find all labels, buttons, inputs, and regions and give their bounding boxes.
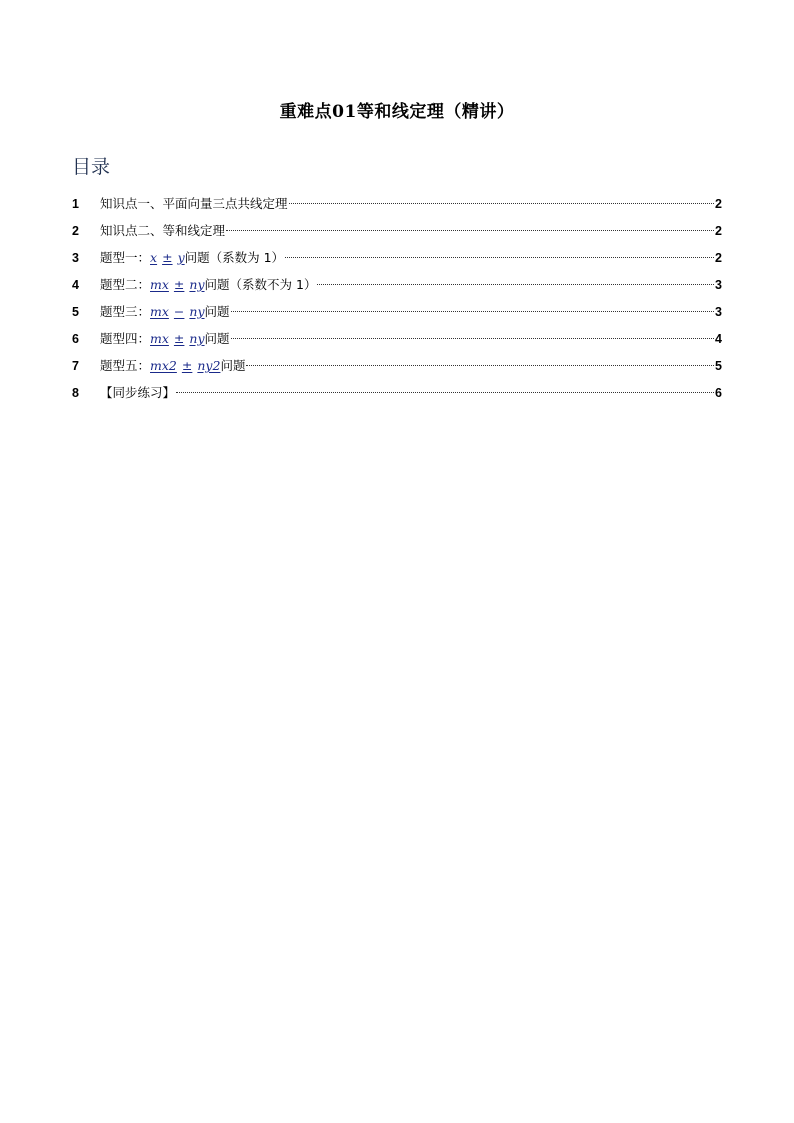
dot-leader (246, 365, 714, 366)
math-variable: mx (150, 304, 169, 319)
toc-entry-number: 7 (72, 359, 79, 373)
toc-entry-text: 问题 (220, 358, 246, 373)
dot-leader (231, 311, 715, 312)
toc-entry-page-number: 3 (715, 305, 722, 319)
toc-entry-title (100, 298, 230, 325)
math-variable: x (150, 250, 158, 265)
toc-entry-number: 1 (72, 197, 79, 211)
math-variable: y (177, 250, 185, 265)
toc-entry-text: 题型四： (100, 331, 151, 346)
toc-entry-title (100, 271, 316, 298)
math-variable: ny (189, 304, 205, 319)
toc-entry-page-number: 5 (715, 359, 722, 373)
toc-entry-text: 题型五： (100, 358, 151, 373)
toc-entry-page-number: 2 (715, 251, 722, 265)
math-operator: ± (173, 277, 185, 292)
toc-entry-number: 5 (72, 305, 79, 319)
toc-entry-text: 知识点二、等和线定理 (100, 223, 226, 238)
toc-entry-text: 【同步练习】 (100, 385, 176, 400)
dot-leader (231, 338, 715, 339)
toc-entry-title (100, 217, 225, 244)
toc-entry-title (100, 352, 245, 379)
dot-leader (176, 392, 714, 393)
toc-entry-page-number: 4 (715, 332, 722, 346)
toc-heading: 目录 (72, 156, 111, 178)
toc-entry[interactable] (72, 379, 722, 406)
toc-entry-text: 题型一： (100, 250, 151, 265)
dot-leader (226, 230, 714, 231)
toc-entry-number: 2 (72, 224, 79, 238)
toc-entry-number: 3 (72, 251, 79, 265)
toc-entry[interactable] (72, 244, 722, 271)
dot-leader (285, 257, 714, 258)
toc-entry-text: 题型三： (100, 304, 151, 319)
math-variable: mx (150, 277, 169, 292)
toc-entry-text: 知识点一、平面向量三点共线定理 (100, 196, 288, 211)
toc-entry[interactable] (72, 352, 722, 379)
dot-leader (317, 284, 714, 285)
toc-entry-text: 问题 (204, 331, 230, 346)
math-variable: ny2 (197, 358, 221, 373)
toc-entry-text: 问题（系数不为 1） (204, 277, 317, 292)
math-operator: − (173, 304, 185, 319)
toc-entry[interactable] (72, 298, 722, 325)
toc-entry-number: 4 (72, 278, 79, 292)
toc-entry[interactable] (72, 217, 722, 244)
toc-entry-title (100, 325, 230, 352)
toc-entry-text: 问题（系数为 1） (184, 250, 285, 265)
document-title: 重难点01等和线定理（精讲） (279, 102, 515, 122)
math-variable: ny (189, 331, 205, 346)
toc-entry-text: 题型二： (100, 277, 151, 292)
toc-entry-number: 8 (72, 386, 79, 400)
toc-entry-title (100, 244, 284, 271)
toc-entry-page-number: 3 (715, 278, 722, 292)
toc-entry-page-number: 2 (715, 224, 722, 238)
table-of-contents (72, 190, 722, 406)
math-operator: ± (162, 250, 173, 265)
toc-entry-title (100, 379, 175, 406)
math-variable: ny (189, 277, 205, 292)
toc-entry-page-number: 6 (715, 386, 722, 400)
math-operator: ± (173, 331, 185, 346)
toc-entry[interactable] (72, 190, 722, 217)
dot-leader (289, 203, 715, 204)
toc-entry-number: 6 (72, 332, 79, 346)
toc-entry[interactable] (72, 325, 722, 352)
toc-entry-page-number: 2 (715, 197, 722, 211)
math-operator: ± (181, 358, 193, 373)
toc-entry[interactable] (72, 271, 722, 298)
toc-entry-text: 问题 (204, 304, 230, 319)
math-variable: mx (150, 331, 169, 346)
math-variable: mx2 (150, 358, 177, 373)
toc-entry-title (100, 190, 288, 217)
